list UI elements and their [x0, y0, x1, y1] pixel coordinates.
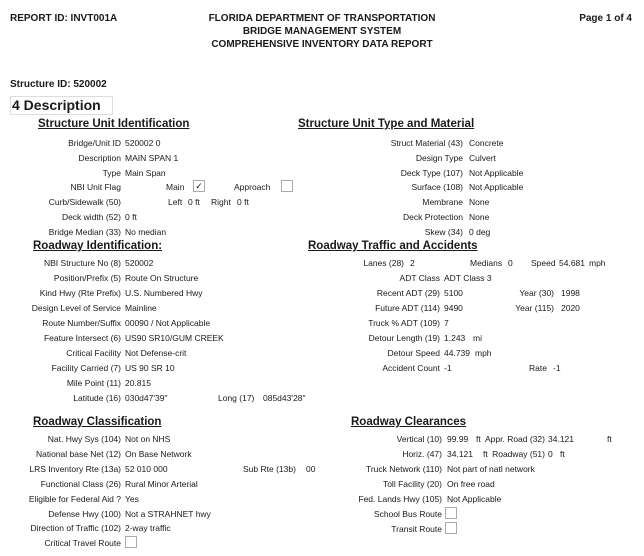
description-label: Description — [78, 153, 121, 163]
vertical-value: 99.99 — [447, 434, 469, 444]
truck-network-value: Not part of natl network — [447, 464, 535, 474]
design-type-label: Design Type — [415, 153, 463, 163]
lrs-label: LRS Inventory Rte (13a) — [29, 464, 121, 474]
recent-adt-label: Recent ADT (29) — [376, 288, 440, 298]
lanes-label: Lanes (28) — [363, 258, 404, 268]
roadway-unit: ft — [560, 449, 565, 459]
rate-value: -1 — [553, 363, 561, 373]
functional-class-label: Functional Class (26) — [40, 479, 121, 489]
approach-checkbox[interactable] — [281, 180, 293, 192]
surface-value: Not Applicable — [469, 182, 524, 192]
mile-point-value: 20.815 — [125, 378, 151, 388]
median-label: Bridge Median (33) — [48, 227, 121, 237]
roadway-label: Roadway (51) — [492, 449, 545, 459]
type-label: Type — [102, 168, 121, 178]
section-title: 4 Description — [10, 96, 113, 115]
approach-road-value: 34.121 — [548, 434, 574, 444]
org-name: FLORIDA DEPARTMENT OF TRANSPORTATION — [208, 13, 436, 24]
latitude-label: Latitude (16) — [73, 393, 121, 403]
roadway-clearances-heading: Roadway Clearances — [351, 416, 467, 428]
roadway-value: 0 — [548, 449, 553, 459]
school-bus-route-label: School Bus Route — [373, 509, 442, 519]
speed-label: Speed — [531, 258, 556, 268]
deck-width-value: 0 ft — [125, 212, 137, 222]
kind-hwy-label: Kind Hwy (Rte Prefix) — [39, 288, 121, 298]
toll-facility-label: Toll Facility (20) — [382, 479, 442, 489]
facility-carried-label: Facility Carried (7) — [51, 363, 121, 373]
detour-speed-value: 44.739 — [444, 348, 470, 358]
nbi-structure-no-value: 520002 — [125, 258, 154, 268]
bridge-unit-value: 520002 0 — [125, 138, 161, 148]
detour-length-label: Detour Length (19) — [368, 333, 440, 343]
base-network-value: On Base Network — [125, 449, 192, 459]
federal-aid-value: Yes — [125, 494, 139, 504]
medians-value: 0 — [508, 258, 513, 268]
report-title: COMPREHENSIVE INVENTORY DATA REPORT — [211, 39, 433, 50]
median-value: No median — [125, 227, 167, 237]
truck-network-label: Truck Network (110) — [365, 464, 442, 474]
federal-aid-label: Eligible for Federal Aid ? — [28, 494, 121, 504]
deck-width-label: Deck width (52) — [61, 212, 121, 222]
roadway-classification-heading: Roadway Classification — [33, 416, 162, 428]
detour-speed-label: Detour Speed — [387, 348, 440, 358]
route-value: 00090 / Not Applicable — [125, 318, 211, 328]
adt-class-label: ADT Class — [399, 273, 440, 283]
detour-speed-unit: mph — [475, 348, 492, 358]
year-115-label: Year (115) — [515, 303, 554, 313]
service-level-label: Design Level of Service — [31, 303, 121, 313]
deck-protection-label: Deck Protection — [403, 212, 463, 222]
critical-facility-label: Critical Facility — [66, 348, 121, 358]
nbi-structure-no-label: NBI Structure No (8) — [44, 258, 121, 268]
deck-protection-value: None — [469, 212, 490, 222]
kind-hwy-value: U.S. Numbered Hwy — [125, 288, 203, 298]
defense-hwy-value: Not a STRAHNET hwy — [125, 509, 211, 519]
medians-label: Medians — [470, 258, 503, 268]
system-name: BRIDGE MANAGEMENT SYSTEM — [242, 26, 402, 37]
rate-label: Rate — [529, 363, 547, 373]
vertical-unit: ft — [476, 434, 481, 444]
feature-label: Feature Intersect (6) — [43, 333, 121, 343]
accident-count-label: Accident Count — [382, 363, 440, 373]
bridge-unit-label: Bridge/Unit ID — [68, 138, 121, 148]
speed-unit: mph — [589, 258, 606, 268]
skew-value: 0 deg — [469, 227, 491, 237]
functional-class-value: Rural Minor Arterial — [125, 479, 198, 489]
main-label: Main — [166, 182, 185, 192]
traffic-direction-label: Direction of Traffic (102) — [30, 523, 121, 533]
membrane-value: None — [469, 197, 490, 207]
right-label: Right — [211, 197, 231, 207]
detour-length-value: 1.243 — [444, 333, 466, 343]
horizontal-value: 34.121 — [447, 449, 473, 459]
approach-road-label: Appr. Road (32) — [484, 434, 545, 444]
recent-adt-value: 5100 — [444, 288, 463, 298]
deck-type-label: Deck Type (107) — [400, 168, 463, 178]
structure-id: Structure ID: 520002 — [10, 79, 107, 90]
lanes-value: 2 — [410, 258, 415, 268]
year-30-label: Year (30) — [519, 288, 554, 298]
material-value: Concrete — [469, 138, 504, 148]
critical-facility-value: Not Defense-crit — [125, 348, 187, 358]
horizontal-label: Horiz. (47) — [402, 449, 442, 459]
left-value: 0 ft — [188, 197, 200, 207]
surface-label: Surface (108) — [411, 182, 463, 192]
report-id: REPORT ID: INVT001A — [10, 13, 118, 24]
nbi-flag-label: NBI Unit Flag — [70, 182, 121, 192]
sub-route-label: Sub Rte (13b) — [243, 464, 296, 474]
service-level-value: Mainline — [125, 303, 157, 313]
unit-identification-heading: Structure Unit Identification — [38, 118, 190, 130]
mile-point-label: Mile Point (11) — [66, 378, 121, 388]
fed-lands-label: Fed. Lands Hwy (105) — [358, 494, 442, 504]
route-label: Route Number/Suffix — [42, 318, 121, 328]
approach-label: Approach — [234, 182, 271, 192]
skew-label: Skew (34) — [424, 227, 463, 237]
nhs-value: Not on NHS — [125, 434, 171, 444]
membrane-label: Membrane — [422, 197, 463, 207]
unit-type-heading: Structure Unit Type and Material — [298, 118, 475, 130]
transit-route-checkbox[interactable] — [445, 522, 457, 534]
description-value: MAIN SPAN 1 — [125, 153, 179, 163]
longitude-label: Long (17) — [218, 393, 255, 403]
material-label: Struct Material (43) — [390, 138, 463, 148]
year-30-value: 1998 — [561, 288, 580, 298]
critical-travel-route-checkbox[interactable] — [125, 536, 137, 548]
right-value: 0 ft — [237, 197, 249, 207]
main-checkbox[interactable]: ✓ — [193, 180, 205, 192]
design-type-value: Culvert — [469, 153, 496, 163]
truck-adt-label: Truck % ADT (109) — [368, 318, 440, 328]
longitude-value: 085d43'28" — [263, 393, 306, 403]
position-value: Route On Structure — [125, 273, 199, 283]
adt-class-value: ADT Class 3 — [444, 273, 492, 283]
horizontal-unit: ft — [483, 449, 488, 459]
critical-travel-route-label: Critical Travel Route — [44, 538, 121, 548]
base-network-label: National base Net (12) — [35, 449, 121, 459]
lrs-value: 52 010 000 — [125, 464, 168, 474]
position-label: Position/Prefix (5) — [53, 273, 121, 283]
nhs-label: Nat. Hwy Sys (104) — [47, 434, 121, 444]
defense-hwy-label: Defense Hwy (100) — [48, 509, 121, 519]
roadway-traffic-heading: Roadway Traffic and Accidents — [308, 240, 478, 252]
accident-count-value: -1 — [444, 363, 452, 373]
left-label: Left — [168, 197, 183, 207]
approach-road-unit: ft — [607, 434, 612, 444]
speed-value: 54.681 — [559, 258, 585, 268]
transit-route-label: Transit Route — [391, 524, 442, 534]
year-115-value: 2020 — [561, 303, 580, 313]
feature-value: US90 SR10/GUM CREEK — [125, 333, 224, 343]
future-adt-label: Future ADT (114) — [375, 303, 440, 313]
traffic-direction-value: 2-way traffic — [125, 523, 171, 533]
latitude-value: 030d47'39" — [125, 393, 168, 403]
deck-type-value: Not Applicable — [469, 168, 524, 178]
detour-length-unit: mi — [473, 333, 482, 343]
curb-label: Curb/Sidewalk (50) — [48, 197, 121, 207]
sub-route-value: 00 — [306, 464, 316, 474]
facility-carried-value: US 90 SR 10 — [125, 363, 175, 373]
school-bus-route-checkbox[interactable] — [445, 507, 457, 519]
fed-lands-value: Not Applicable — [447, 494, 502, 504]
vertical-label: Vertical (10) — [396, 434, 442, 444]
toll-facility-value: On free road — [447, 479, 495, 489]
roadway-identification-heading: Roadway Identification: — [33, 240, 163, 252]
truck-adt-value: 7 — [444, 318, 449, 328]
page-number: Page 1 of 4 — [579, 13, 632, 24]
future-adt-value: 9490 — [444, 303, 463, 313]
type-value: Main Span — [125, 168, 166, 178]
